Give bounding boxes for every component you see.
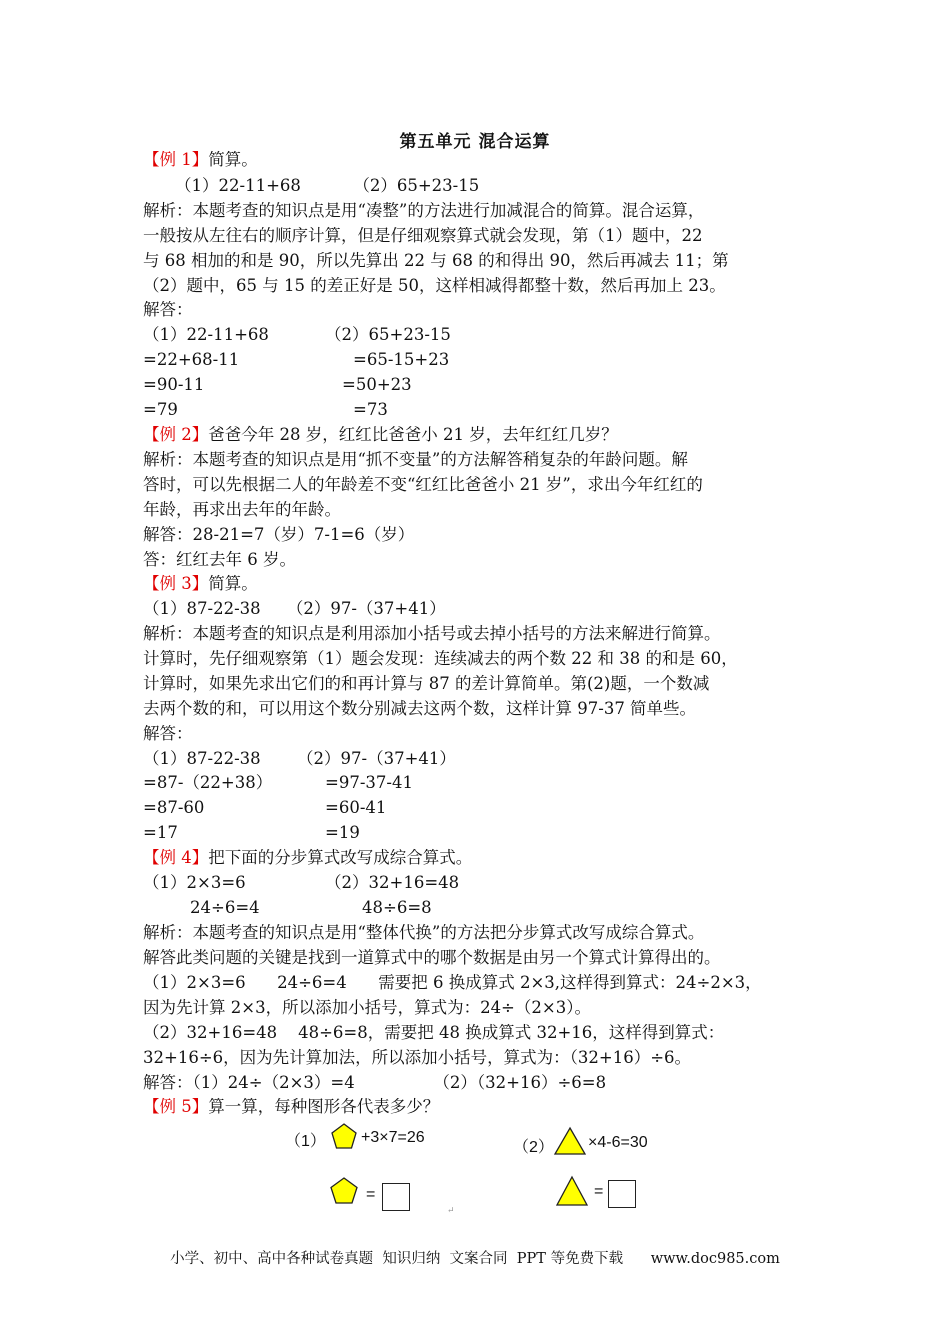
example-1-step-right: （2）65+23-15	[325, 325, 451, 344]
example-4-analysis-line: 32+16÷6，因为先计算加法，所以添加小括号，算式为：（32+16）÷6。	[143, 1048, 692, 1067]
example-2-tag: 【例 2】	[143, 425, 209, 444]
example-3-step-right: =60-41	[325, 798, 387, 817]
puzzle-2-expression: ×4-6=30	[588, 1134, 648, 1151]
example-2-analysis-line: 解析：本题考查的知识点是用“抓不变量”的方法解答稍复杂的年龄问题。解	[143, 450, 688, 469]
example-3-analysis-line: 去两个数的和，可以用这个数分别减去这两个数，这样计算 97-37 简单些。	[143, 699, 697, 718]
example-1-tag: 【例 1】	[143, 150, 209, 169]
equals-sign: =	[366, 1186, 376, 1203]
triangle-icon	[555, 1175, 589, 1207]
example-2-final-answer: 答：红红去年 6 岁。	[143, 550, 296, 569]
example-4-step-left: （1）2×3=6	[143, 873, 246, 892]
example-1-analysis-line: （2）题中，65 与 15 的差正好是 50，这样相减得都整十数，然后再加上 23。	[143, 276, 726, 295]
example-3-analysis-line: 计算时，如果先求出它们的和再计算与 87 的差计算简单。第(2)题，一个数减	[143, 674, 710, 693]
example-3-analysis-line: 计算时，先仔细观察第（1）题会发现：连续减去的两个数 22 和 38 的和是 60，	[143, 649, 738, 668]
example-3-answer-label: 解答：	[143, 724, 193, 743]
example-3-step-left: （1）87-22-38	[143, 749, 261, 768]
example-1-step-left: =90-11	[143, 375, 205, 394]
triangle-icon	[553, 1126, 587, 1156]
example-3-items: （1）87-22-38 （2）97-（37+41）	[143, 599, 446, 618]
example-2-analysis-line: 答时，可以先根据二人的年龄差不变“红红比爸爸小 21 岁”，求出今年红红的	[143, 475, 703, 494]
example-3-step-left: =87-（22+38）	[143, 773, 273, 792]
pentagon-icon	[330, 1122, 358, 1150]
example-1-step-left: =79	[143, 400, 178, 419]
example-2-question: 爸爸今年 28 岁，红红比爸爸小 21 岁，去年红红几岁？	[208, 425, 618, 444]
example-3-heading	[143, 572, 258, 596]
example-1-step-right: =65-15+23	[353, 350, 450, 369]
example-4-step-left: 24÷6=4	[190, 898, 260, 917]
example-1-step-right: =50+23	[342, 375, 412, 394]
example-4-analysis-line: （2）32+16=48 48÷6=8，需要把 48 换成算式 32+16，这样得到算式：	[143, 1023, 725, 1042]
answer-box-triangle[interactable]	[608, 1180, 636, 1208]
example-2-analysis-line: 年龄，再求出去年的年龄。	[143, 500, 341, 519]
example-4-step-right: 48÷6=8	[362, 898, 432, 917]
example-4-analysis-line: 解析：本题考查的知识点是用“整体代换”的方法把分步算式改写成综合算式。	[143, 923, 705, 942]
example-1-question: 简算。	[208, 150, 258, 169]
example-1-analysis-line: 一般按从左往右的顺序计算，但是仔细观察算式就会发现，第（1）题中，22	[143, 226, 703, 245]
example-2-heading	[143, 423, 618, 447]
example-4-step-right: （2）32+16=48	[325, 873, 460, 892]
example-1-analysis-line: 解析：本题考查的知识点是用“凑整”的方法进行加减混合的简算。混合运算，	[143, 201, 705, 220]
example-1-heading	[143, 148, 258, 172]
example-3-analysis-line: 解析：本题考查的知识点是利用添加小括号或去掉小括号的方法来解进行简算。	[143, 624, 721, 643]
example-4-analysis-line: 因为先计算 2×3，所以添加小括号，算式为：24÷（2×3）。	[143, 998, 591, 1017]
page-footer: 小学、初中、高中各种试卷真题 知识归纳 文案合同 PPT 等免费下载 www.doc985.com	[170, 1251, 780, 1267]
page-title: 第五单元 混合运算	[399, 132, 551, 152]
example-4-answer: 解答：（1）24÷（2×3）=4 （2）（32+16）÷6=8	[143, 1073, 607, 1092]
example-3-question: 简算。	[208, 574, 258, 593]
example-3-step-left: =17	[143, 823, 178, 842]
example-3-step-right: =19	[325, 823, 360, 842]
example-4-analysis-line: （1）2×3=6 24÷6=4 需要把 6 换成算式 2×3,这样得到算式：24÷2×3，	[143, 973, 762, 992]
example-5-heading	[143, 1095, 439, 1119]
example-1-step-left: （1）22-11+68	[143, 325, 269, 344]
example-3-step-right: （2）97-（37+41）	[297, 749, 456, 768]
example-4-tag: 【例 4】	[143, 848, 209, 867]
example-3-tag: 【例 3】	[143, 574, 209, 593]
example-1-answer-label: 解答：	[143, 300, 193, 319]
equals-sign: =	[594, 1183, 604, 1200]
example-4-heading	[143, 846, 472, 870]
answer-box-pentagon[interactable]	[382, 1183, 410, 1211]
example-1-step-left: =22+68-11	[143, 350, 240, 369]
example-5-question: 算一算，每种图形各代表多少？	[208, 1097, 440, 1116]
puzzle-2-label: （2）	[513, 1139, 554, 1156]
example-2-solution: 解答：28-21=7（岁）7-1=6（岁）	[143, 525, 415, 544]
example-3-step-left: =87-60	[143, 798, 205, 817]
puzzle-1-label: （1）	[285, 1133, 326, 1150]
pentagon-icon	[329, 1176, 359, 1206]
example-1-analysis-line: 与 68 相加的和是 90，所以先算出 22 与 68 的和得出 90，然后再减去 11；第	[143, 251, 729, 270]
example-3-step-right: =97-37-41	[325, 773, 413, 792]
example-5-tag: 【例 5】	[143, 1097, 209, 1116]
paragraph-mark-icon: ↵	[447, 1206, 455, 1216]
example-1-items: （1）22-11+68 （2）65+23-15	[175, 176, 480, 195]
example-1-step-right: =73	[353, 400, 388, 419]
example-4-question: 把下面的分步算式改写成综合算式。	[208, 848, 473, 867]
puzzle-1-expression: +3×7=26	[361, 1129, 425, 1146]
example-4-analysis-line: 解答此类问题的关键是找到一道算式中的哪个数据是由另一个算式计算得出的。	[143, 948, 721, 967]
